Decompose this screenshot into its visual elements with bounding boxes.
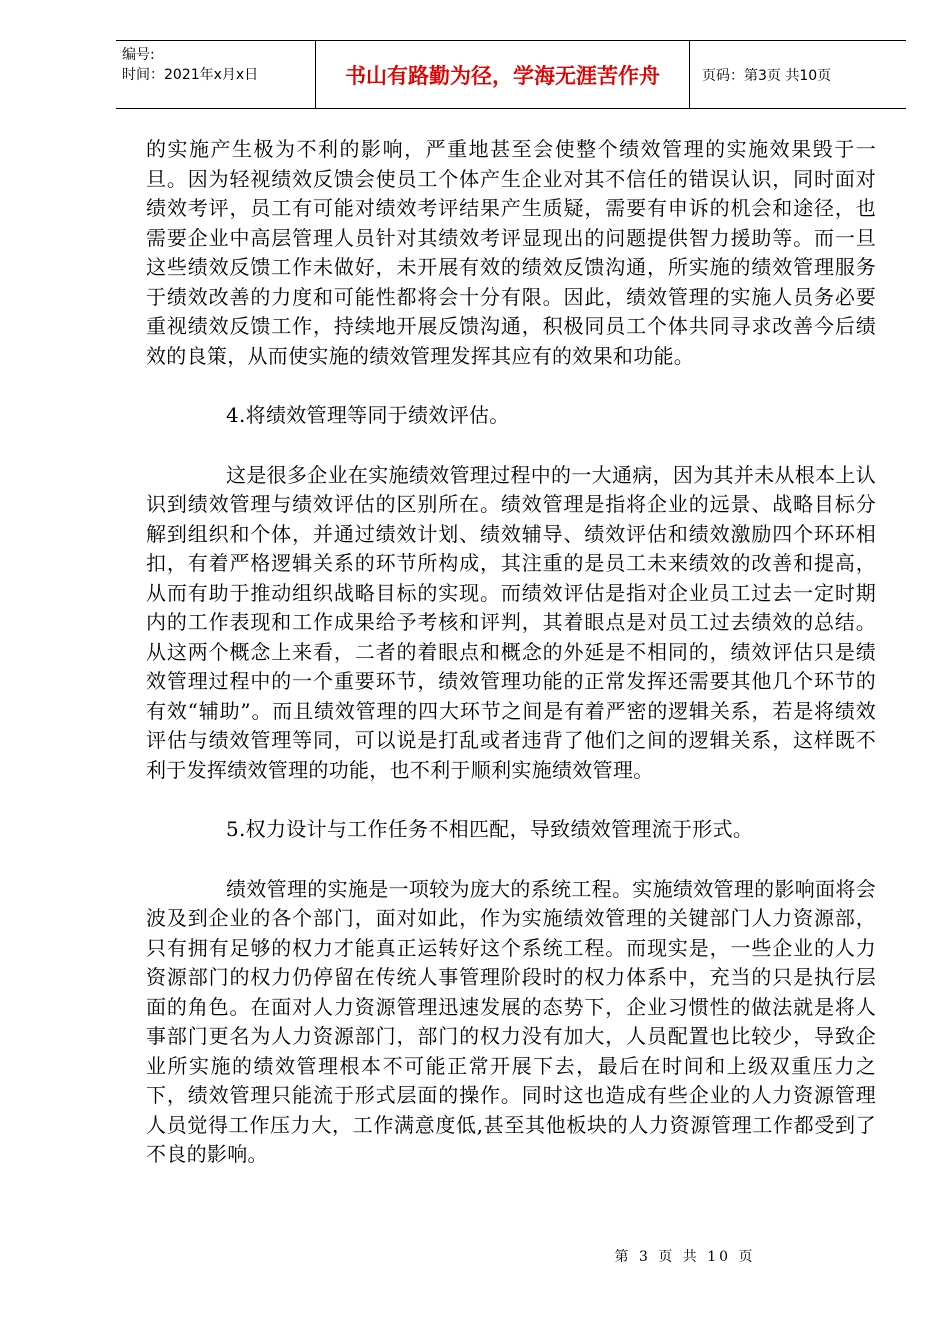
section-heading-5: 5.权力设计与工作任务不相匹配，导致绩效管理流于形式。 [226,817,754,841]
page-footer: 第 3 页 共 10 页 [614,1249,756,1265]
document-header [116,40,906,109]
document-time-label: 时间：2021年x月x日 [122,67,259,83]
document-body [146,135,876,1170]
section-heading-4: 4.将绩效管理等同于绩效评估。 [226,403,510,427]
header-meta-cell [116,41,316,108]
paragraph-section-4: 这是很多企业在实施绩效管理过程中的一大通病，因为其并未从根本上认识到绩效管理与绩效评估的区别所在。绩效管理是指将企业的远景、战略目标分解到组织和个体，并通过绩效计划、绩效辅导、绩效评估和绩效激励四个环环相扣，有着严格逻辑关系的环节所构成，其注重的是员工未来绩效的改善和提高，从而有助于推动组织战略目标的实现。而绩效评估是指对企业员工过去一定时期内的工作表现和工作成果给予考核和评判，其着眼点是对员工过去绩效的总结。从这两个概念上来看，二者的着眼点和概念的外延是不相同的，绩效评估只是绩效管理过程中的一个重要环节，绩效管理功能的正常发挥还需要其他几个环节的有效“辅助”。而且绩效管理的四大环节之间是有着严密的逻辑关系，若是将绩效评估与绩效管理等同，可以说是打乱或者违背了他们之间的逻辑关系，这样既不利于发挥绩效管理的功能，也不利于顺利实施绩效管理。 [146,462,876,782]
document-number-label: 编号: [122,47,155,63]
paragraph-continuation: 的实施产生极为不利的影响，严重地甚至会使整个绩效管理的实施效果毁于一旦。因为轻视绩效反馈会使员工个体产生企业对其不信任的错误认识，同时面对绩效考评，员工有可能对绩效考评结果产生质疑，需要有申诉的机会和途径，也需要企业中高层管理人员针对其绩效考评显现出的问题提供智力援助等。而一旦这些绩效反馈工作未做好，未开展有效的绩效反馈沟通，所实施的绩效管理服务于绩效改善的力度和可能性都将会十分有限。因此，绩效管理的实施人员务必要重视绩效反馈工作，持续地开展反馈沟通，积极同员工个体共同寻求改善今后绩效的良策，从而使实施的绩效管理发挥其应有的效果和功能。 [146,137,876,368]
paragraph-section-5: 绩效管理的实施是一项较为庞大的系统工程。实施绩效管理的影响面将会波及到企业的各个部门，面对如此，作为实施绩效管理的关键部门人力资源部，只有拥有足够的权力才能真正运转好这个系统工程。而现实是，一些企业的人力资源部门的权力仍停留在传统人事管理阶段时的权力体系中，充当的只是执行层面的角色。在面对人力资源管理迅速发展的态势下，企业习惯性的做法就是将人事部门更名为人力资源部门，部门的权力没有加大，人员配置也比较少，导致企业所实施的绩效管理根本不可能正常开展下去，最后在时间和上级双重压力之下，绩效管理只能流于形式层面的操作。同时这也造成有些企业的人力资源管理人员觉得工作压力大，工作满意度低,甚至其他板块的人力资源管理工作都受到了不良的影响。 [146,876,876,1166]
header-page-info: 页码：第3页 共10页 [702,67,832,84]
header-motto: 书山有路勤为径，学海无涯苦作舟 [316,41,690,108]
